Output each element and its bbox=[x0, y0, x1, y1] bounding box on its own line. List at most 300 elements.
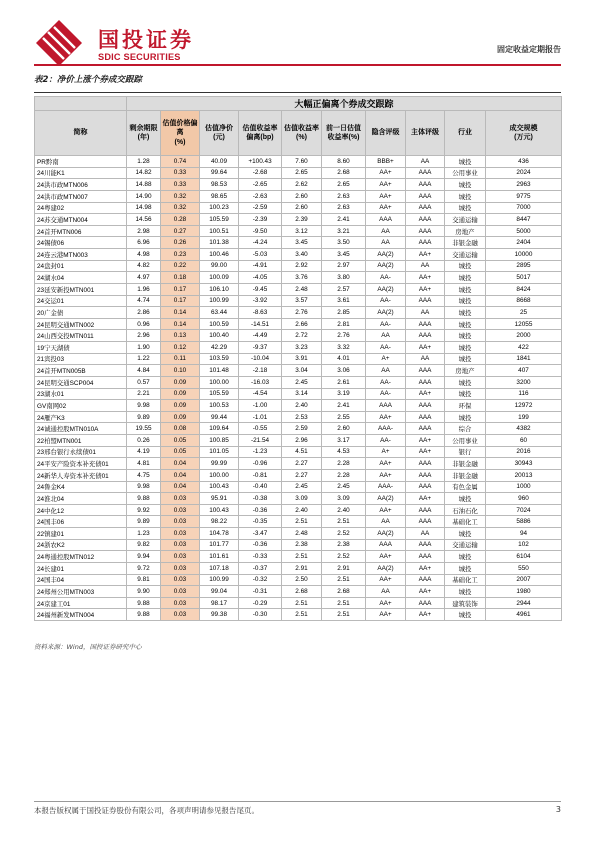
page-header bbox=[34, 16, 561, 66]
column-header: 估值收益率 (%) bbox=[282, 111, 322, 156]
table-cell: 9775 bbox=[486, 190, 562, 202]
table-cell: AAA bbox=[406, 551, 445, 563]
table-row bbox=[35, 528, 562, 540]
table-cell: 100.59 bbox=[200, 318, 239, 330]
table-cell: 0.18 bbox=[161, 272, 200, 284]
table-row bbox=[35, 272, 562, 284]
table-cell: 2.45 bbox=[282, 481, 322, 493]
table-cell: 2.59 bbox=[282, 423, 322, 435]
table-cell: 2.68 bbox=[282, 586, 322, 598]
table-cell: 0.33 bbox=[161, 179, 200, 191]
table-cell: 2.96 bbox=[282, 435, 322, 447]
column-header: 主体评级 bbox=[406, 111, 445, 156]
table-cell: -9.45 bbox=[239, 283, 282, 295]
table-cell: 城投 bbox=[445, 586, 486, 598]
table-cell: 0.04 bbox=[161, 481, 200, 493]
table-cell: 0.03 bbox=[161, 493, 200, 505]
table-cell: 0.09 bbox=[161, 376, 200, 388]
table-cell: 2.27 bbox=[282, 469, 322, 481]
table-cell: 100.46 bbox=[200, 249, 239, 261]
table-cell: 3.21 bbox=[322, 225, 366, 237]
column-header: 估值收益率 偏离(bp) bbox=[239, 111, 282, 156]
table-cell: AAA bbox=[406, 365, 445, 377]
table-cell: 0.32 bbox=[161, 202, 200, 214]
table-cell: -14.51 bbox=[239, 318, 282, 330]
table-cell: 99.00 bbox=[200, 260, 239, 272]
table-cell: 100.99 bbox=[200, 574, 239, 586]
table-cell: 14.82 bbox=[127, 167, 161, 179]
table-cell: 3200 bbox=[486, 376, 562, 388]
table-cell: AA bbox=[366, 225, 406, 237]
table-cell: -16.03 bbox=[239, 376, 282, 388]
table-cell: -0.29 bbox=[239, 597, 282, 609]
table-cell: -2.18 bbox=[239, 365, 282, 377]
table-row bbox=[35, 353, 562, 365]
table-cell: 24国丰06 bbox=[35, 516, 127, 528]
table-cell: 99.04 bbox=[200, 586, 239, 598]
sdic-logo-icon bbox=[34, 18, 84, 68]
table-cell: 0.09 bbox=[161, 400, 200, 412]
table-cell: 城投 bbox=[445, 528, 486, 540]
table-cell: 0.03 bbox=[161, 528, 200, 540]
table-cell: AAA bbox=[406, 539, 445, 551]
table-cell: 0.03 bbox=[161, 586, 200, 598]
table-cell: AAA- bbox=[366, 423, 406, 435]
table-cell: 2024 bbox=[486, 167, 562, 179]
table-cell: 4.82 bbox=[127, 260, 161, 272]
table-cell: 4382 bbox=[486, 423, 562, 435]
table-row bbox=[35, 574, 562, 586]
table-cell: 19.55 bbox=[127, 423, 161, 435]
table-cell: -1.01 bbox=[239, 411, 282, 423]
table-cell: AAA bbox=[406, 295, 445, 307]
table-cell: AA(2) bbox=[366, 307, 406, 319]
table-cell: 14.88 bbox=[127, 179, 161, 191]
table-cell: 城投 bbox=[445, 190, 486, 202]
table-cell: 0.03 bbox=[161, 504, 200, 516]
table-cell: 98.53 bbox=[200, 179, 239, 191]
table-cell: 107.18 bbox=[200, 562, 239, 574]
bond-trade-table-container bbox=[34, 96, 561, 621]
table-cell: 2.91 bbox=[322, 562, 366, 574]
table-cell: AA- bbox=[366, 272, 406, 284]
table-cell: 2.51 bbox=[282, 597, 322, 609]
table-cell: 24交运01 bbox=[35, 295, 127, 307]
table-body bbox=[35, 156, 562, 621]
table-cell: -0.31 bbox=[239, 586, 282, 598]
table-cell: AA- bbox=[366, 376, 406, 388]
table-cell: 98.17 bbox=[200, 597, 239, 609]
table-cell: AA+ bbox=[366, 167, 406, 179]
table-cell: -0.81 bbox=[239, 469, 282, 481]
table-cell: 0.03 bbox=[161, 574, 200, 586]
table-cell: 2963 bbox=[486, 179, 562, 191]
table-cell: -2.65 bbox=[239, 179, 282, 191]
table-cell: 0.05 bbox=[161, 446, 200, 458]
title-divider bbox=[34, 92, 561, 93]
table-cell: 100.99 bbox=[200, 295, 239, 307]
table-cell: 24福州新发MTN004 bbox=[35, 609, 127, 621]
table-cell: -0.36 bbox=[239, 504, 282, 516]
table-cell: 9.82 bbox=[127, 539, 161, 551]
table-cell: -0.38 bbox=[239, 493, 282, 505]
table-cell: 24昆明交通SCP004 bbox=[35, 376, 127, 388]
table-cell: AAA bbox=[406, 469, 445, 481]
table-cell: AAA bbox=[406, 167, 445, 179]
table-cell: 100.23 bbox=[200, 202, 239, 214]
table-cell: 7000 bbox=[486, 202, 562, 214]
table-cell: AA bbox=[406, 353, 445, 365]
table-cell: -0.36 bbox=[239, 539, 282, 551]
table-cell: 2.39 bbox=[282, 214, 322, 226]
table-cell: 9.72 bbox=[127, 562, 161, 574]
table-cell: 2.40 bbox=[282, 400, 322, 412]
table-cell: 2.61 bbox=[322, 376, 366, 388]
table-cell: 0.17 bbox=[161, 295, 200, 307]
table-cell: 24湖水04 bbox=[35, 272, 127, 284]
table-cell: 105.59 bbox=[200, 388, 239, 400]
table-cell: 房地产 bbox=[445, 225, 486, 237]
table-cell: 4.75 bbox=[127, 469, 161, 481]
table-cell: 基础化工 bbox=[445, 574, 486, 586]
table-cell: 2.27 bbox=[282, 458, 322, 470]
table-cell: 9.98 bbox=[127, 400, 161, 412]
table-header bbox=[35, 111, 562, 156]
table-cell: PR黔南 bbox=[35, 156, 127, 168]
table-cell: 3.17 bbox=[322, 435, 366, 447]
table-cell: 2.51 bbox=[282, 516, 322, 528]
table-cell: 199 bbox=[486, 411, 562, 423]
source-note: 资料来源：Wind，国投证券研究中心 bbox=[34, 643, 142, 651]
table-cell: 0.03 bbox=[161, 551, 200, 563]
table-cell: 3.50 bbox=[322, 237, 366, 249]
table-cell: 14.98 bbox=[127, 202, 161, 214]
table-cell: GV南网02 bbox=[35, 400, 127, 412]
table-cell: AAA bbox=[406, 318, 445, 330]
table-cell: 2.68 bbox=[322, 167, 366, 179]
table-cell: -21.54 bbox=[239, 435, 282, 447]
table-cell: AA bbox=[406, 156, 445, 168]
table-cell: 3.40 bbox=[282, 249, 322, 261]
table-cell: 0.03 bbox=[161, 539, 200, 551]
table-cell: 40.09 bbox=[200, 156, 239, 168]
table-row bbox=[35, 190, 562, 202]
table-cell: AA+ bbox=[406, 562, 445, 574]
table-cell: 石油石化 bbox=[445, 504, 486, 516]
table-cell: 0.14 bbox=[161, 318, 200, 330]
table-cell: 6.96 bbox=[127, 237, 161, 249]
table-cell: 9.92 bbox=[127, 504, 161, 516]
table-row bbox=[35, 365, 562, 377]
table-cell: 1980 bbox=[486, 586, 562, 598]
table-cell: 城投 bbox=[445, 202, 486, 214]
table-cell: -4.54 bbox=[239, 388, 282, 400]
table-cell: 24平安产险资本补充债01 bbox=[35, 458, 127, 470]
table-cell: 2.98 bbox=[127, 225, 161, 237]
table-cell: 3.23 bbox=[282, 342, 322, 354]
table-cell: 109.64 bbox=[200, 423, 239, 435]
table-cell: 25 bbox=[486, 307, 562, 319]
table-cell: 3.09 bbox=[282, 493, 322, 505]
table-cell: 环保 bbox=[445, 400, 486, 412]
table-cell: 4.01 bbox=[322, 353, 366, 365]
table-row bbox=[35, 493, 562, 505]
table-cell: -3.92 bbox=[239, 295, 282, 307]
table-cell: -2.68 bbox=[239, 167, 282, 179]
table-row bbox=[35, 156, 562, 168]
table-cell: 2.68 bbox=[322, 586, 366, 598]
table-cell: AA- bbox=[366, 435, 406, 447]
table-cell: 12055 bbox=[486, 318, 562, 330]
table-row bbox=[35, 562, 562, 574]
table-cell: 6104 bbox=[486, 551, 562, 563]
table-cell: -4.91 bbox=[239, 260, 282, 272]
table-cell: 城投 bbox=[445, 272, 486, 284]
table-cell: 2.41 bbox=[322, 214, 366, 226]
table-cell: 3.06 bbox=[322, 365, 366, 377]
table-cell: 19宁天湖债 bbox=[35, 342, 127, 354]
table-cell: 3.12 bbox=[282, 225, 322, 237]
table-cell: 4.51 bbox=[282, 446, 322, 458]
table-cell: 3.45 bbox=[282, 237, 322, 249]
table-cell: 2.91 bbox=[282, 562, 322, 574]
table-cell: 21宾投03 bbox=[35, 353, 127, 365]
table-cell: AA+ bbox=[366, 551, 406, 563]
table-cell: 20013 bbox=[486, 469, 562, 481]
table-cell: 2.92 bbox=[282, 260, 322, 272]
table-cell: AA bbox=[406, 260, 445, 272]
table-cell: AA(2) bbox=[366, 283, 406, 295]
table-cell: 407 bbox=[486, 365, 562, 377]
table-cell: 2.57 bbox=[322, 283, 366, 295]
table-cell: 24淮北04 bbox=[35, 493, 127, 505]
table-cell: 12972 bbox=[486, 400, 562, 412]
table-cell: -0.40 bbox=[239, 481, 282, 493]
bond-trade-table bbox=[34, 96, 562, 621]
table-cell: 100.51 bbox=[200, 225, 239, 237]
table-cell: 1841 bbox=[486, 353, 562, 365]
table-row bbox=[35, 295, 562, 307]
table-cell: 城投 bbox=[445, 307, 486, 319]
table-cell: 100.00 bbox=[200, 376, 239, 388]
table-cell: 24川能K1 bbox=[35, 167, 127, 179]
table-cell: AAA bbox=[406, 504, 445, 516]
table-row bbox=[35, 249, 562, 261]
table-cell: AA bbox=[406, 307, 445, 319]
table-row bbox=[35, 179, 562, 191]
table-cell: 公用事业 bbox=[445, 435, 486, 447]
column-header: 剩余期限 (年) bbox=[127, 111, 161, 156]
table-row bbox=[35, 516, 562, 528]
table-cell: AA(2) bbox=[366, 528, 406, 540]
table-row bbox=[35, 423, 562, 435]
table-row bbox=[35, 283, 562, 295]
table-cell: 24诚通控股MTN010A bbox=[35, 423, 127, 435]
table-cell: 3.14 bbox=[282, 388, 322, 400]
column-header: 成交规模 (万元) bbox=[486, 111, 562, 156]
table-cell: -1.00 bbox=[239, 400, 282, 412]
column-header: 前一日估值 收益率(%) bbox=[322, 111, 366, 156]
table-cell: 城投 bbox=[445, 376, 486, 388]
table-cell: 2.52 bbox=[322, 551, 366, 563]
column-header: 简称 bbox=[35, 111, 127, 156]
table-cell: 0.26 bbox=[127, 435, 161, 447]
table-cell: AAA bbox=[406, 376, 445, 388]
table-cell: 101.38 bbox=[200, 237, 239, 249]
table-cell: 5000 bbox=[486, 225, 562, 237]
table-cell: 24盘封01 bbox=[35, 260, 127, 272]
table-cell: 4.97 bbox=[127, 272, 161, 284]
table-cell: 2.48 bbox=[282, 528, 322, 540]
table-cell: AA+ bbox=[406, 342, 445, 354]
table-row bbox=[35, 307, 562, 319]
table-cell: -4.24 bbox=[239, 237, 282, 249]
table-cell: 4.53 bbox=[322, 446, 366, 458]
table-cell: 城投 bbox=[445, 388, 486, 400]
table-cell: 2.63 bbox=[322, 202, 366, 214]
table-cell: AAA bbox=[406, 237, 445, 249]
table-cell: A+ bbox=[366, 353, 406, 365]
table-cell: 非银金融 bbox=[445, 469, 486, 481]
table-cell: 99.64 bbox=[200, 167, 239, 179]
report-type-label: 固定收益定期报告 bbox=[497, 45, 561, 54]
table-cell: 7024 bbox=[486, 504, 562, 516]
table-cell: 1.90 bbox=[127, 342, 161, 354]
table-cell: AA- bbox=[366, 318, 406, 330]
table-cell: 24粤通控股MTN012 bbox=[35, 551, 127, 563]
table-cell: 24洪市政MTN006 bbox=[35, 179, 127, 191]
table-cell: 2000 bbox=[486, 330, 562, 342]
table-cell: 0.96 bbox=[127, 318, 161, 330]
table-cell: 0.09 bbox=[161, 388, 200, 400]
table-cell: 0.57 bbox=[127, 376, 161, 388]
table-cell: 99.99 bbox=[200, 458, 239, 470]
table-cell: -5.03 bbox=[239, 249, 282, 261]
table-cell: AAA bbox=[406, 214, 445, 226]
column-header: 估值净价 (元) bbox=[200, 111, 239, 156]
table-cell: 14.56 bbox=[127, 214, 161, 226]
table-cell: 3.61 bbox=[322, 295, 366, 307]
table-cell: 3.19 bbox=[322, 388, 366, 400]
table-cell: 9.94 bbox=[127, 551, 161, 563]
table-cell: 24中化12 bbox=[35, 504, 127, 516]
table-cell: 98.65 bbox=[200, 190, 239, 202]
table-cell: AA(2) bbox=[366, 249, 406, 261]
table-cell: 2.60 bbox=[282, 202, 322, 214]
table-cell: 2.50 bbox=[282, 574, 322, 586]
table-cell: 24锡债06 bbox=[35, 237, 127, 249]
table-cell: 0.04 bbox=[161, 458, 200, 470]
table-cell: 102 bbox=[486, 539, 562, 551]
table-cell: 0.03 bbox=[161, 562, 200, 574]
logo-chinese-name: 国投证券 bbox=[98, 28, 194, 52]
table-cell: 城投 bbox=[445, 179, 486, 191]
table-cell: AAA bbox=[406, 597, 445, 609]
table-cell: 银行 bbox=[445, 446, 486, 458]
table-cell: 2895 bbox=[486, 260, 562, 272]
table-row bbox=[35, 435, 562, 447]
table-cell: 城投 bbox=[445, 609, 486, 621]
table-cell: 城投 bbox=[445, 318, 486, 330]
table-cell: AAA bbox=[406, 458, 445, 470]
table-cell: AA+ bbox=[366, 458, 406, 470]
table-cell: 2.52 bbox=[322, 528, 366, 540]
table-cell: -0.30 bbox=[239, 609, 282, 621]
table-cell: 城投 bbox=[445, 551, 486, 563]
table-cell: AA- bbox=[366, 342, 406, 354]
table-cell: 2.66 bbox=[282, 318, 322, 330]
table-cell: -10.04 bbox=[239, 353, 282, 365]
footer-disclaimer: 本报告版权属于国投证券股份有限公司，各项声明请参见报告尾页。 bbox=[34, 806, 259, 815]
table-cell: 24粤建02 bbox=[35, 202, 127, 214]
table-cell: 0.26 bbox=[161, 237, 200, 249]
table-cell: 3.91 bbox=[282, 353, 322, 365]
table-cell: 0.05 bbox=[161, 435, 200, 447]
table-cell: 2.85 bbox=[322, 307, 366, 319]
table-cell: 交通运输 bbox=[445, 249, 486, 261]
table-cell: 20广金债 bbox=[35, 307, 127, 319]
table-cell: 0.74 bbox=[161, 156, 200, 168]
table-cell: 24京建工01 bbox=[35, 597, 127, 609]
table-cell: 0.04 bbox=[161, 469, 200, 481]
table-cell: AA bbox=[366, 330, 406, 342]
table-cell: 1.96 bbox=[127, 283, 161, 295]
table-cell: 103.59 bbox=[200, 353, 239, 365]
table-cell: AAA bbox=[406, 330, 445, 342]
table-cell: 101.61 bbox=[200, 551, 239, 563]
table-cell: A+ bbox=[366, 446, 406, 458]
table-cell: 2016 bbox=[486, 446, 562, 458]
table-row bbox=[35, 446, 562, 458]
table-cell: 42.29 bbox=[200, 342, 239, 354]
table-cell: 2.62 bbox=[282, 179, 322, 191]
table-cell: 0.22 bbox=[161, 260, 200, 272]
table-cell: BBB+ bbox=[366, 156, 406, 168]
table-cell: 4.74 bbox=[127, 295, 161, 307]
table-cell: 95.91 bbox=[200, 493, 239, 505]
table-cell: 1000 bbox=[486, 481, 562, 493]
table-cell: 城投 bbox=[445, 493, 486, 505]
table-cell: 0.14 bbox=[161, 307, 200, 319]
table-cell: AA+ bbox=[366, 609, 406, 621]
table-cell: AA+ bbox=[406, 493, 445, 505]
table-cell: 2.76 bbox=[322, 330, 366, 342]
table-cell: 2.63 bbox=[322, 190, 366, 202]
table-cell: AAA- bbox=[366, 481, 406, 493]
table-cell: AA(2) bbox=[366, 260, 406, 272]
table-cell: 4.84 bbox=[127, 365, 161, 377]
table-cell: 交通运输 bbox=[445, 214, 486, 226]
table-cell: 2.45 bbox=[282, 376, 322, 388]
table-cell: 9.89 bbox=[127, 516, 161, 528]
table-cell: 2007 bbox=[486, 574, 562, 586]
table-cell: AAA bbox=[406, 225, 445, 237]
table-cell: -2.39 bbox=[239, 214, 282, 226]
table-cell: 9.81 bbox=[127, 574, 161, 586]
table-cell: 100.85 bbox=[200, 435, 239, 447]
table-cell: 105.59 bbox=[200, 214, 239, 226]
table-cell: 2.41 bbox=[322, 400, 366, 412]
table-cell: 0.27 bbox=[161, 225, 200, 237]
table-cell: AAA bbox=[366, 539, 406, 551]
table-cell: 14.90 bbox=[127, 190, 161, 202]
table-cell: 24新华人寿资本补充债01 bbox=[35, 469, 127, 481]
table-cell: 2.53 bbox=[282, 411, 322, 423]
column-header: 隐含评级 bbox=[366, 111, 406, 156]
table-cell: -3.47 bbox=[239, 528, 282, 540]
table-cell: 2.38 bbox=[282, 539, 322, 551]
table-cell: 2.65 bbox=[322, 179, 366, 191]
